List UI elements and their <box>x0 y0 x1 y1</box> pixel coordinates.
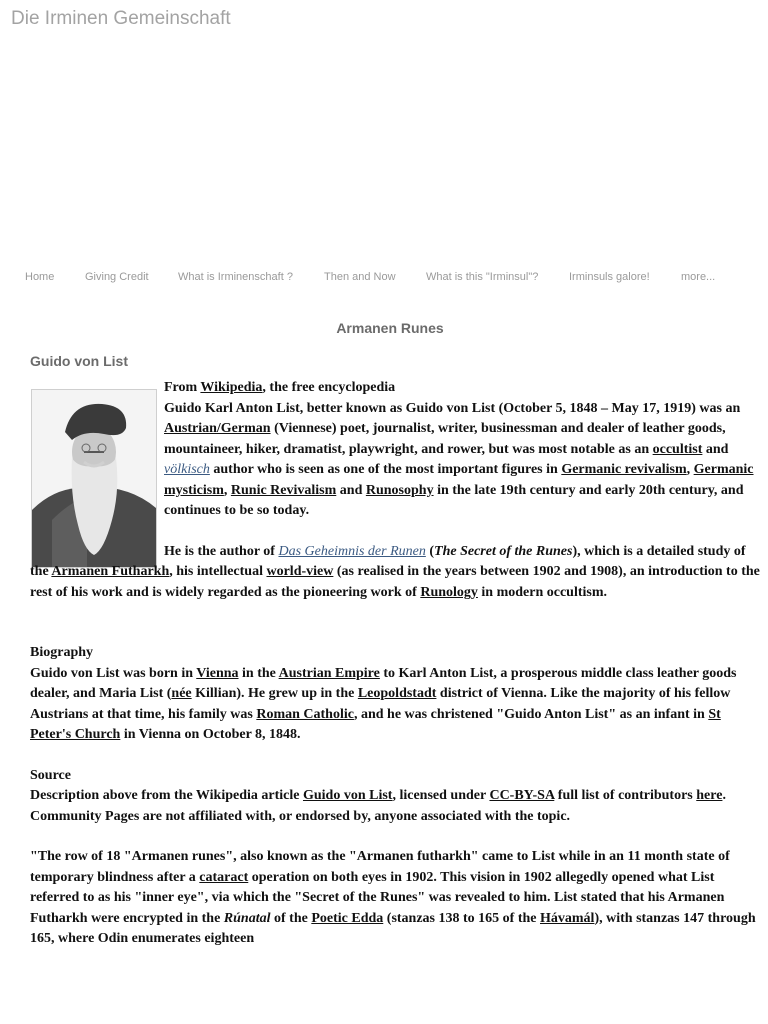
link-poetic-edda[interactable]: Poetic Edda <box>311 910 384 926</box>
nav-item-more[interactable]: more... <box>681 271 716 283</box>
biography-heading: Biography <box>30 645 94 660</box>
page-heading: Armanen Runes <box>336 320 444 336</box>
link-here[interactable]: here <box>696 788 723 803</box>
link-volkisch[interactable]: völkisch <box>164 462 210 477</box>
source-paragraph: Source Description above from the Wikipedia article Guido von List, licensed under CC-BY-SA full list of contributors here. Community Pages are not affiliated with, or endorsed by, anyone associated with the topic. <box>30 767 726 824</box>
link-armanen-futharkh[interactable]: Armanen Futharkh <box>51 564 170 579</box>
photo-spacer <box>30 378 164 558</box>
link-leopoldstadt[interactable]: Leopoldstadt <box>357 686 437 701</box>
link-cataract[interactable]: cataract <box>199 869 249 885</box>
link-vienna[interactable]: Vienna <box>196 665 239 681</box>
link-runology[interactable]: Runology <box>420 584 478 600</box>
link-world-view[interactable]: world-view <box>266 564 334 579</box>
link-st-peters-church[interactable]: St Peter's Church <box>30 706 721 742</box>
link-austrian-german[interactable]: Austrian/German <box>164 421 271 436</box>
nav-item-what-is-irminsul[interactable]: What is this "Irminsul"? <box>426 271 539 283</box>
nav-item-giving-credit[interactable]: Giving Credit <box>85 271 149 283</box>
link-guido-von-list[interactable]: Guido von List <box>302 788 393 803</box>
article-body <box>30 378 760 950</box>
link-runic-revivalism[interactable]: Runic Revivalism <box>230 482 337 498</box>
link-das-geheimnis[interactable]: Das Geheimnis der Runen <box>278 543 426 559</box>
link-nee[interactable]: née <box>171 686 192 701</box>
source-heading: Source <box>30 767 71 783</box>
intro-paragraph: From Wikipedia, the free encyclopedia Guido Karl Anton List, better known as Guido von List (October 5, 1848 – May 17, 1919) was an Austrian/German (Viennese) poet, journalist, writer, businessman and dealer of leather goods, mountaineer, hiker, dramatist, playwright, and rower, but was most notable as an occultist and völkisch author who is seen as one of the most important figures in Germanic revivalism, Germanic mysticism, Runic Revivalism and Runosophy in the late 19th century and early 20th century, and continues to be so today. <box>164 380 754 518</box>
link-runosophy[interactable]: Runosophy <box>365 482 434 498</box>
link-cc-by-sa[interactable]: CC-BY-SA <box>489 788 555 803</box>
link-wikipedia[interactable]: Wikipedia <box>200 380 263 395</box>
link-occult[interactable]: occultist <box>652 441 703 457</box>
link-germanic-revivalism[interactable]: Germanic revivalism <box>561 462 687 477</box>
runes-paragraph: "The row of 18 "Armanen runes", also known as the "Armanen futharkh" came to List while in an 11 month state of temporary blindness after a cataract operation on both eyes in 1902. This vision in 1902 allegedly opened what List referred to as his "inner eye", via which the "Secret of the Runes" was revealed to him. List stated that his Armanen Futharkh were encrypted in the Rúnatal of the Poetic Edda (stanzas 138 to 165 of the Hávamál), with stanzas 147 through 165, where Odin enumerates eighteen <box>30 849 756 946</box>
nav-item-what-is-irminenschaft[interactable]: What is Irminenschaft ? <box>178 271 293 283</box>
author-paragraph: He is the author of Das Geheimnis der Runen (The Secret of the Runes), which is a detailed study of the Armanen Futharkh, his intellectual world-view (as realised in the years between 1902 and 1908), an introduction to the rest of his work and is widely regarded as the pioneering work of Runology in modern occultism. <box>30 543 760 600</box>
section-title: Guido von List <box>30 353 128 369</box>
link-austrian-empire[interactable]: Austrian Empire <box>278 665 380 681</box>
link-germanic-mysticism[interactable]: Germanic mysticism <box>164 462 754 498</box>
link-roman-catholic[interactable]: Roman Catholic <box>256 706 354 722</box>
site-title[interactable]: Die Irminen Gemeinschaft <box>11 8 231 29</box>
nav-item-home[interactable]: Home <box>25 271 55 283</box>
nav-item-irminsuls-galore[interactable]: Irminsuls galore! <box>569 271 650 283</box>
biography-paragraph: Biography Guido von List was born in Vienna in the Austrian Empire to Karl Anton List, a prosperous middle class leather goods dealer, and Maria List (née Killian). He grew up in the Leopoldstadt district of Vienna. Like the majority of his fellow Austrians at that time, his family was Roman Catholic, and he was christened "Guido Anton List" as an infant in St Peter's Church in Vienna on October 8, 1848. <box>30 645 737 742</box>
nav-item-then-and-now[interactable]: Then and Now <box>324 271 396 283</box>
link-havamal[interactable]: Hávamál <box>540 910 595 926</box>
